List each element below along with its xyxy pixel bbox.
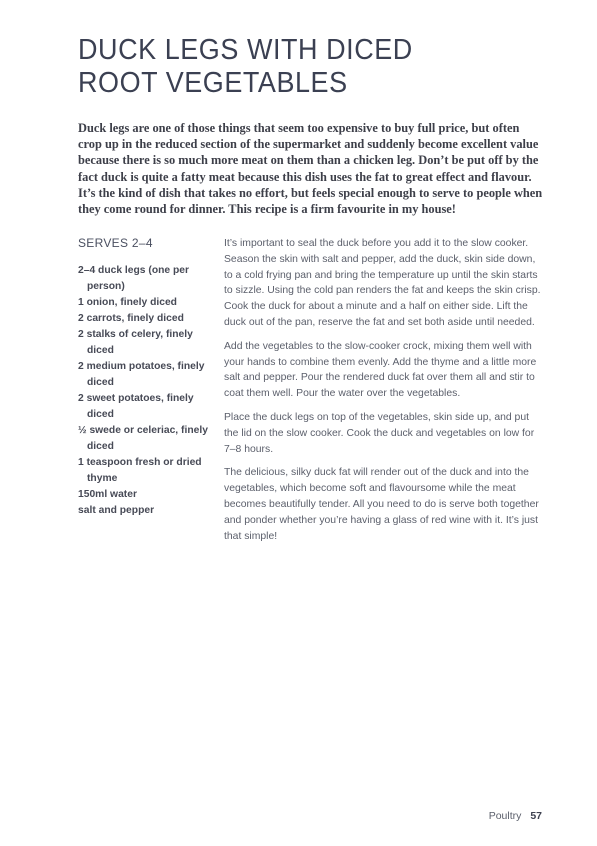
page-number: 57 [530,810,542,822]
ingredient-item: 2 stalks of celery, finely diced [78,329,193,356]
method-steps [224,236,546,552]
ingredient-item: salt and pepper [78,505,155,516]
page-footer [489,810,542,822]
ingredient-item: 1 teaspoon fresh or dried thyme [78,457,202,484]
method-paragraph: Place the duck legs on top of the vegetables, skin side up, and put the lid on the slow cooker. Cook the duck and vegetables on low for 7–8 hours. [224,411,535,455]
ingredient-item: 1 onion, finely diced [78,297,177,308]
ingredient-item: 2 sweet potatoes, finely diced [78,393,194,420]
ingredient-item: 2 carrots, finely diced [78,313,184,324]
ingredient-item: ½ swede or celeriac, finely diced [78,425,208,452]
method-paragraph: The delicious, silky duck fat will render out of the duck and into the vegetables, which become soft and flavoursome while the meat becomes beautifully tender. All you need to do is serve both together and ponder whether you’re having a glass of red wine with it. It’s just that simple! [224,467,539,542]
method-paragraph: It’s important to seal the duck before you add it to the slow cooker. Season the skin with salt and pepper, add the duck, skin side down, to a cold frying pan and bring the temperature up until the skin starts to sizzle. Using the cold pan renders the fat and keeps the skin crisp. Cook the duck for about a minute and a half on either side. Lift the duck out of the pan, reserve the fat and set both aside until needed. [224,238,541,328]
recipe-title-line-2: ROOT VEGETABLES [78,67,348,99]
recipe-title-line-1: DUCK LEGS WITH DICED [78,34,413,66]
ingredient-item: 2 medium potatoes, finely diced [78,361,205,388]
ingredient-list [78,263,212,519]
recipe-title [78,34,515,100]
method-paragraph: Add the vegetables to the slow-cooker crock, mixing them well with your hands to combine them evenly. Add the thyme and a little more salt and pepper. Pour the rendered duck fat over them all and stir to coat them well. Pour the water over the vegetables. [224,340,537,400]
serves-label: SERVES 2–4 [78,236,153,250]
section-name: Poultry [488,810,522,822]
ingredient-item: 150ml water [78,489,137,500]
ingredient-item: 2–4 duck legs (one per person) [78,265,190,292]
recipe-intro: Duck legs are one of those things that seem too expensive to buy full price, but often crop up in the reduced section of the supermarket and suddenly become excellent value because there is so much more meat on them than a chicken leg. Don’t be put off by the fact duck is quite a fatty meat because this dish uses the fat to great effect and flavour. It’s the kind of dish that takes no effort, but feels special enough to serve to people when they come round for dinner. This recipe is a firm favourite in my house! [78,121,543,217]
